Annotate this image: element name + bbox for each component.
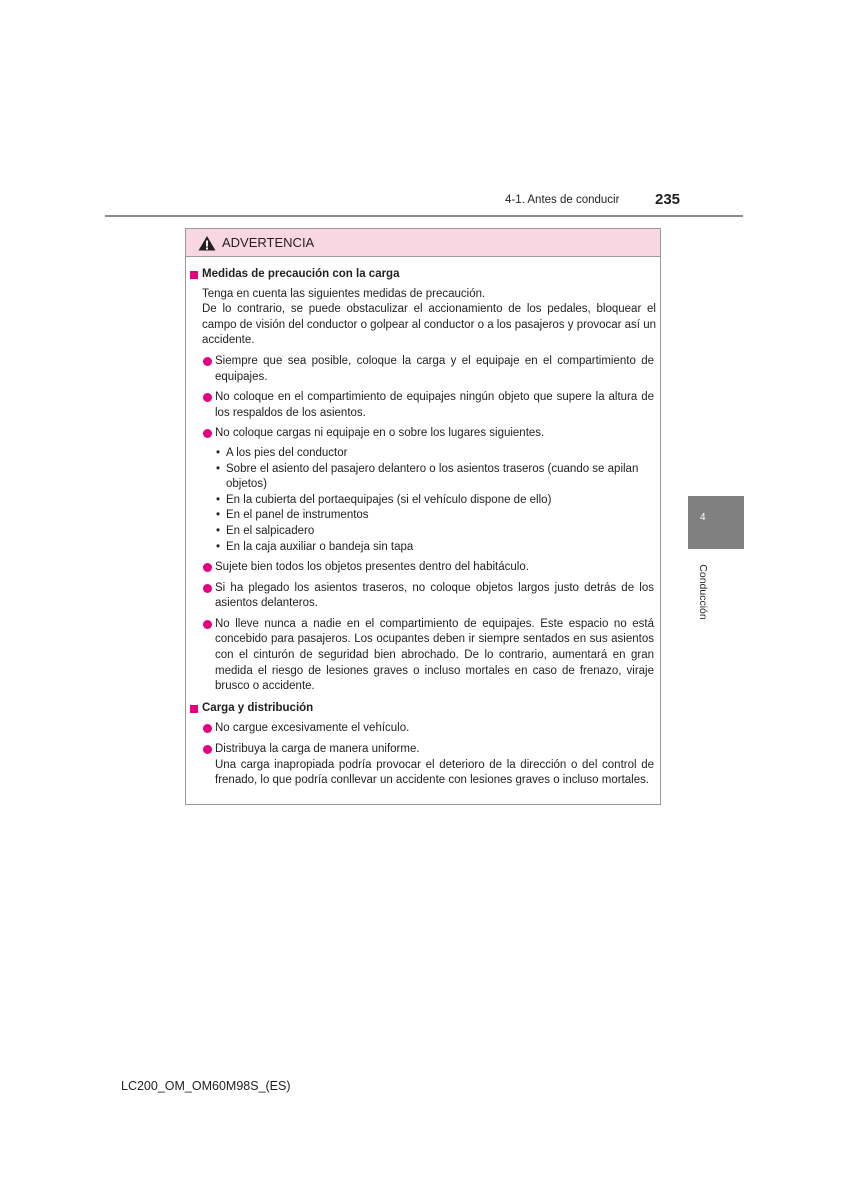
sub-list xyxy=(190,446,656,555)
sub-list-item: • En el panel de instrumentos xyxy=(216,509,369,522)
section-heading: 4-1. Antes de conducir xyxy=(505,194,620,206)
section-title xyxy=(190,701,656,717)
warning-triangle-icon xyxy=(198,235,216,251)
list-item-text: Siempre que sea posible, coloque la carga y el equipaje en el compartimiento de equipajes. xyxy=(215,354,654,383)
list-item xyxy=(215,560,656,576)
sub-item-text: En la cubierta del portaequipajes (si el vehículo dispone de ello) xyxy=(226,493,552,506)
sub-item-text: En el panel de instrumentos xyxy=(226,509,369,522)
list-item-text: Distribuya la carga de manera uniforme. xyxy=(215,743,420,756)
warning-title: ADVERTENCIA xyxy=(222,235,315,250)
warning-box xyxy=(185,228,661,805)
list-item-text: No coloque en el compartimiento de equipajes ningún objeto que supere la altura de los respaldos de los asientos. xyxy=(215,391,654,419)
header-rule xyxy=(105,215,743,217)
section-title xyxy=(190,267,656,283)
list-item-text: Si ha plegado los asientos traseros, no coloque objetos largos justo detrás de los asientos delanteros. xyxy=(215,581,654,610)
bullet-dot-icon xyxy=(203,745,212,754)
bullet-dot-icon xyxy=(203,584,212,593)
sub-item-text: En el salpicadero xyxy=(226,524,315,537)
warning-body xyxy=(186,257,660,789)
sub-list-item: • Sobre el asiento del pasajero delantero o los asientos traseros (cuando se apilan objetos) xyxy=(216,462,639,491)
bullet-dot-icon xyxy=(203,620,212,629)
list-item xyxy=(215,721,656,737)
sub-list-item: • En la caja auxiliar o bandeja sin tapa xyxy=(216,540,414,553)
list-item-text: No coloque cargas ni equipaje en o sobre los lugares siguientes. xyxy=(215,427,545,440)
list-item xyxy=(215,617,656,695)
list-item xyxy=(215,581,656,612)
section-title-text: Carga y distribución xyxy=(202,701,314,714)
document-code: LC200_OM_OM60M98S_(ES) xyxy=(121,1079,291,1093)
sub-list-item: • En el salpicadero xyxy=(216,524,315,537)
bullet-dot-icon xyxy=(203,724,212,733)
list-item-text: No lleve nunca a nadie en el compartimiento de equipajes. Este espacio no está concebido para pasajeros. Los ocupantes deben ir siempre sentados en sus asientos con el cinturón de seguridad bien abrochado. De lo contrario, aumentará en gran medida el riesgo de lesiones graves o incluso mortales en caso de frenazo, viraje brusco o accidente. xyxy=(215,617,654,693)
list-item xyxy=(215,390,656,421)
sub-item-text: En la caja auxiliar o bandeja sin tapa xyxy=(226,540,414,553)
list-item xyxy=(215,742,656,789)
sub-list-item: • A los pies del conductor xyxy=(216,446,348,459)
page-number: 235 xyxy=(655,191,681,208)
chapter-title: Conducción xyxy=(697,564,709,620)
bullet-dot-icon xyxy=(203,393,212,402)
list-item xyxy=(215,354,656,385)
chapter-number: 4 xyxy=(700,512,706,523)
bullet-dot-icon xyxy=(203,357,212,366)
bullet-dot-icon xyxy=(203,429,212,438)
list-item-text: No cargue excesivamente el vehículo. xyxy=(215,722,410,735)
list-item-text: Sujete bien todos los objetos presentes dentro del habitáculo. xyxy=(215,561,529,574)
pink-square-icon xyxy=(190,705,198,713)
sub-list-item: • En la cubierta del portaequipajes (si el vehículo dispone de ello) xyxy=(216,493,552,506)
bullet-dot-icon xyxy=(203,563,212,572)
chapter-tab[interactable] xyxy=(688,496,744,549)
sub-item-text: A los pies del conductor xyxy=(226,446,348,459)
list-item-detail: Una carga inapropiada podría provocar el deterioro de la dirección o del control de frenado, lo que podría conllevar un accidente con lesiones graves o incluso mortales. xyxy=(215,758,654,787)
warning-header xyxy=(186,229,660,257)
paragraph: De lo contrario, se puede obstaculizar el accionamiento de los pedales, bloquear el campo de visión del conductor o golpear al conductor o a los pasajeros y provocar así un accidente. xyxy=(202,303,656,347)
list-item xyxy=(215,426,656,442)
pink-square-icon xyxy=(190,271,198,279)
sub-item-text: Sobre el asiento del pasajero delantero o los asientos traseros (cuando se apilan objetos) xyxy=(226,462,639,491)
paragraph: Tenga en cuenta las siguientes medidas de precaución. xyxy=(202,287,486,300)
section-title-text: Medidas de precaución con la carga xyxy=(202,268,400,280)
